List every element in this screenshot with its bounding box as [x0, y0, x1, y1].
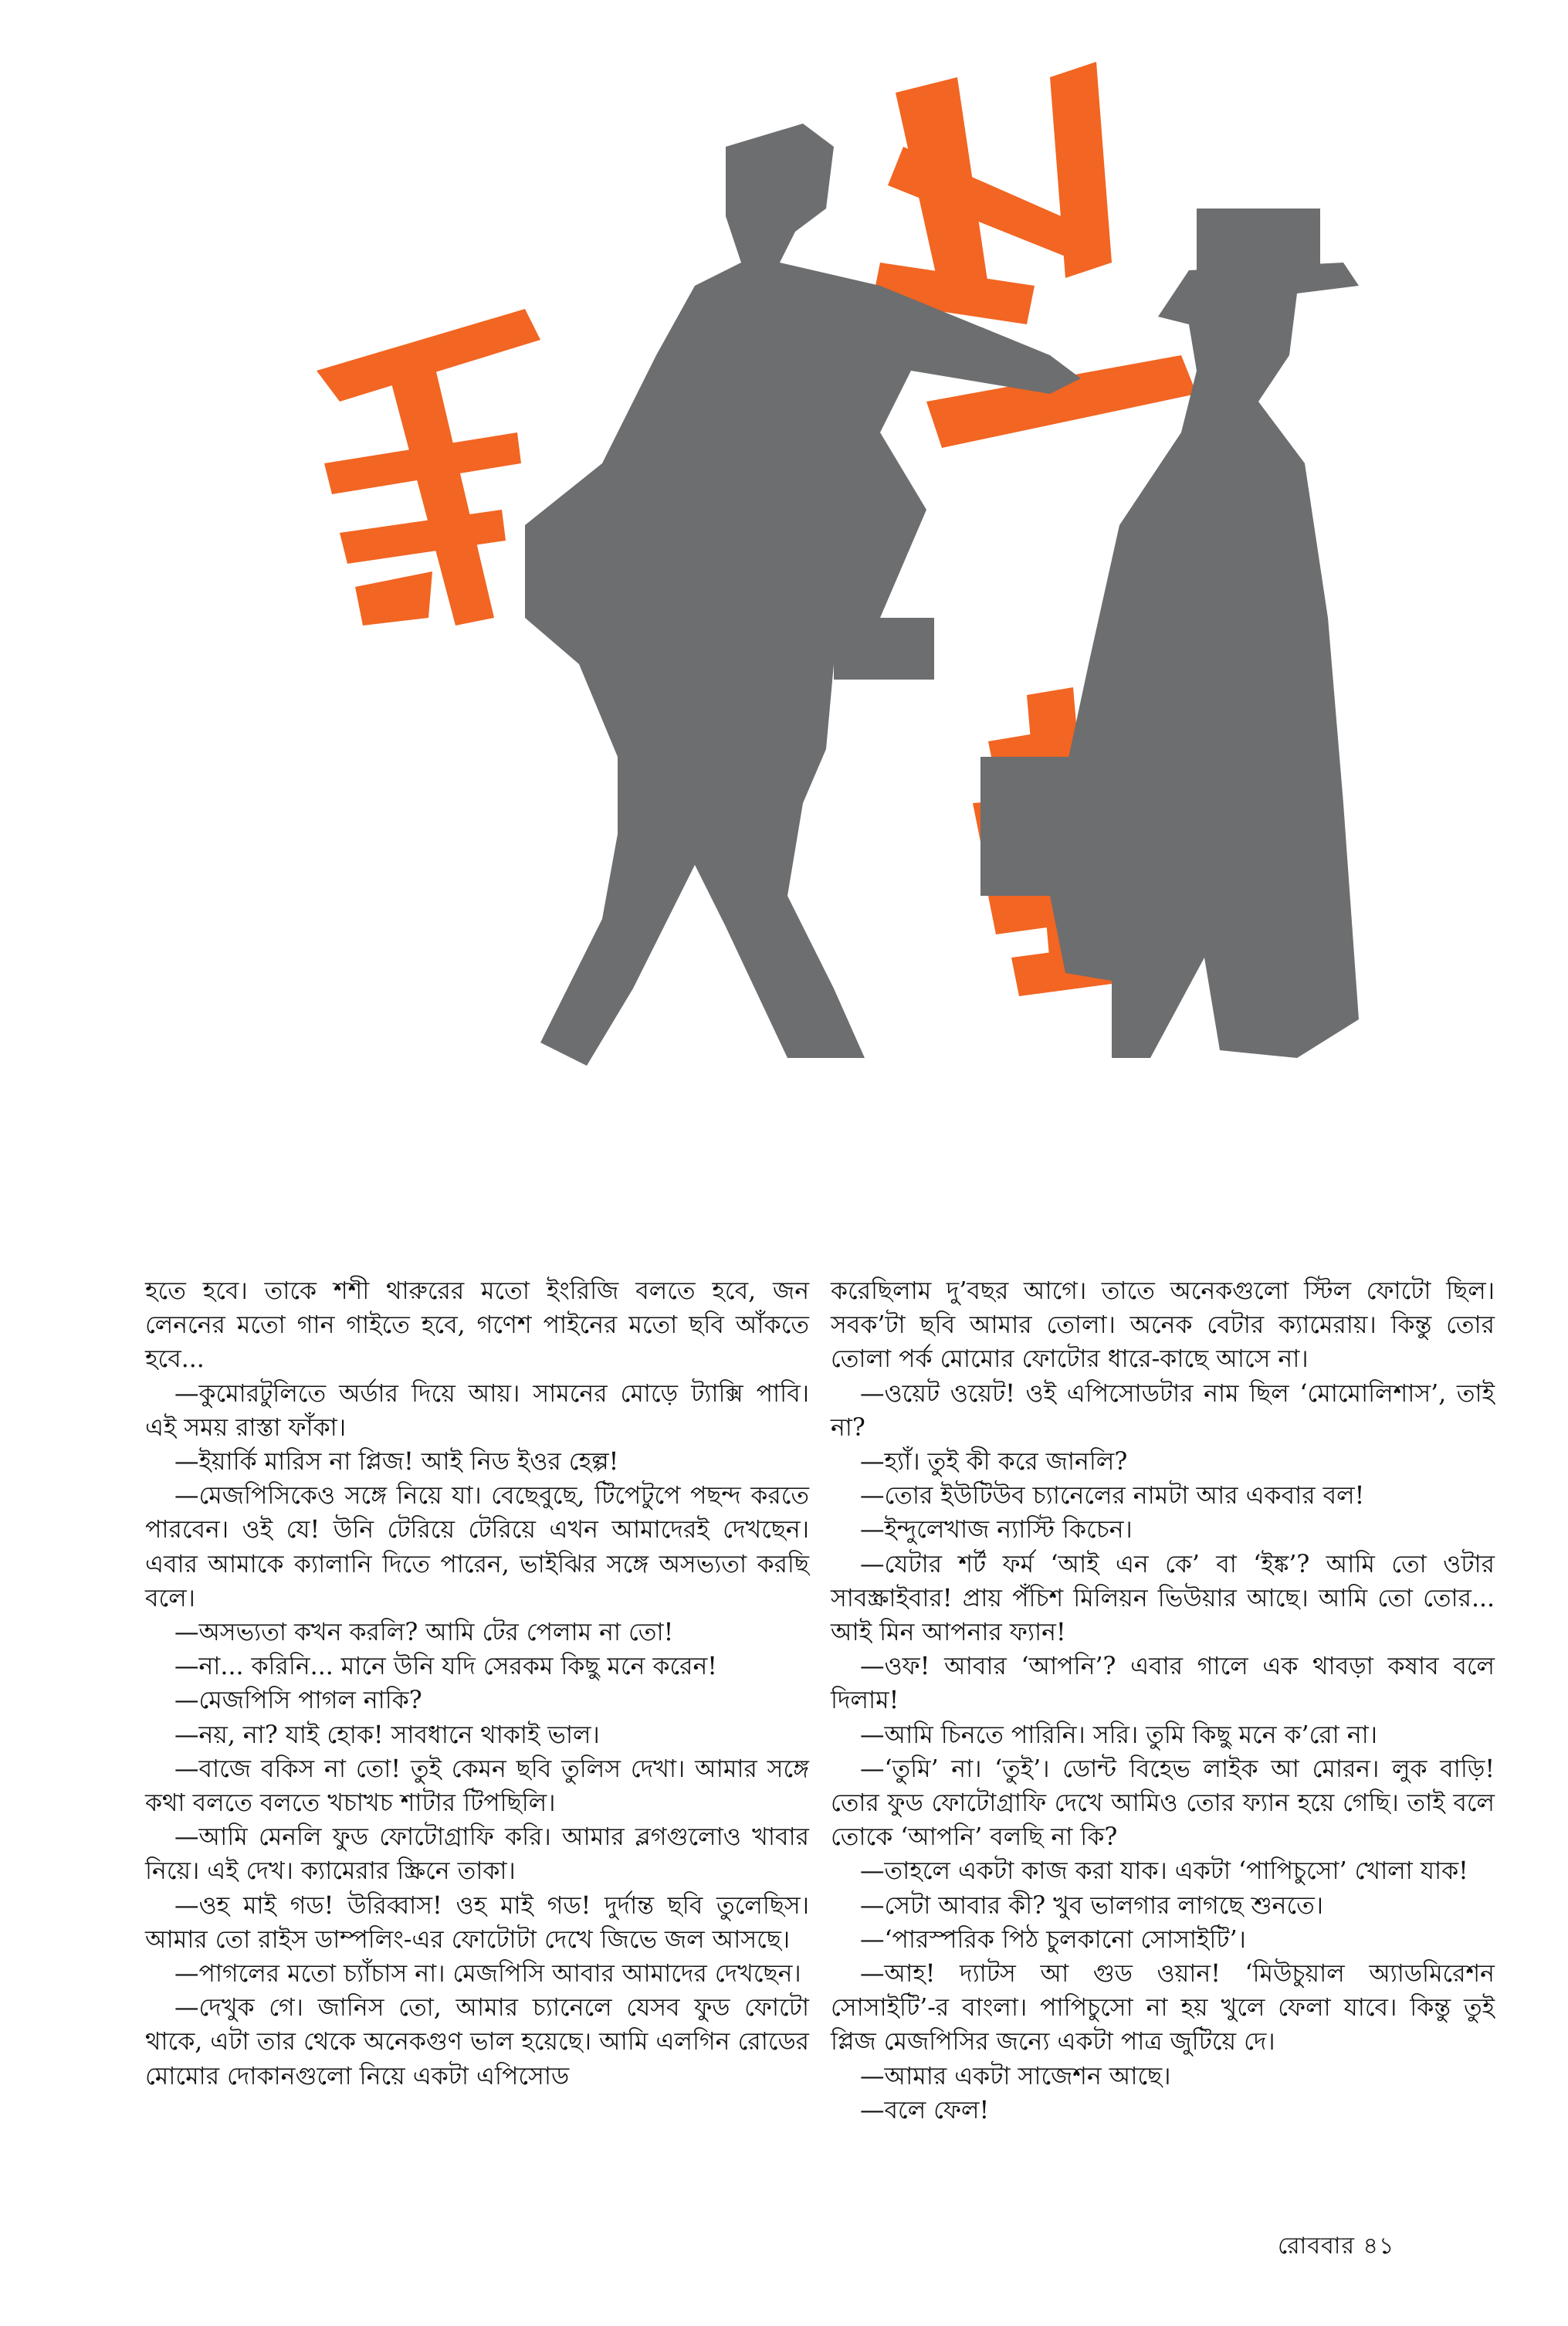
page-folio: রোববার ৪১ [1278, 2233, 1395, 2260]
box-shape [980, 757, 1135, 896]
paragraph: —ওফ! আবার ‘আপনি’? এবার গালে এক থাবড়া কষাব বলে দিলাম! [831, 1653, 1495, 1715]
paragraph: —‘পারস্পরিক পিঠ চুলকানো সোসাইটি’। [860, 1925, 1246, 1954]
paragraph: —মেজপিসিকেও সঙ্গে নিয়ে যা। বেছেবুছে, টিপেটুপে পছন্দ করতে পারবেন। ওই যে! উনি টেরিয়ে টেরিয়ে এখন আমাদেরই দেখছেন। এবার আমাকে ক্যালানি দিতে পারেন, ভাইঝির সঙ্গে অসভ্যতা করছি বলে। [145, 1482, 809, 1612]
paragraph: —বলে ফেল! [860, 2096, 990, 2124]
text-column-right [831, 1274, 1495, 2128]
paragraph: —সেটা আবার কী? খুব ভালগার লাগছে শুনতে। [860, 1891, 1324, 1920]
paragraph: —যেটার শর্ট ফর্ম ‘আই এন কে’ বা ‘ইঙ্ক’? আমি তো ওটার সাবস্ক্রাইবার! প্রায় পঁচিশ মিলিয়ন ভিউয়ার আছে। আমি তো তোর... আই মিন আপনার ফ্যান! [831, 1550, 1495, 1647]
paragraph: —আমি চিনতে পারিনি। সরি। তুমি কিছু মনে ক’রো না। [860, 1721, 1378, 1749]
paragraph: হতে হবে। তাকে শশী থারুরের মতো ইংরিজি বলতে হবে, জন লেননের মতো গান গাইতে হবে, গণেশ পাইনের মতো ছবি আঁকতে হবে... [145, 1277, 809, 1374]
text-column-left [145, 1274, 809, 2094]
paragraph: —ইন্দুলেখাজ ন্যাস্টি কিচেন। [860, 1516, 1133, 1544]
paragraph: —মেজপিসি পাগল নাকি? [174, 1687, 422, 1715]
paragraph: —পাগলের মতো চ্যাঁচাস না। মেজপিসি আবার আমাদের দেখছেন। [174, 1960, 801, 1989]
paragraph: —না... করিনি... মানে উনি যদি সেরকম কিছু মনে করেন! [174, 1653, 717, 1681]
paragraph: —ওয়েট ওয়েট! ওই এপিসোডটার নাম ছিল ‘মোমোলিশাস’, তাই না? [831, 1379, 1495, 1442]
paragraph: —দেখুক গে। জানিস তো, আমার চ্যানেলে যেসব ফুড ফোটো থাকে, এটা তার থেকে অনেকগুণ ভাল হয়েছে। আমি এলগিন রোডের মোমোর দোকানগুলো নিয়ে একটা এপিসোড [145, 1994, 809, 2090]
camera-shape [834, 618, 934, 680]
paragraph: —আমার একটা সাজেশন আছে। [860, 2062, 1171, 2090]
illustration [293, 31, 1413, 1205]
paragraph: —ইয়ার্কি মারিস না প্লিজ! আই নিড ইওর হেল্প! [174, 1448, 619, 1477]
paragraph: —কুমোরটুলিতে অর্ডার দিয়ে আয়। সামনের মোড়ে ট্যাক্সি পাবি। এই সময় রাস্তা ফাঁকা। [145, 1379, 809, 1442]
paragraph: —অসভ্যতা কখন করলি? আমি টের পেলাম না তো! [174, 1619, 674, 1647]
paragraph: করেছিলাম দু’বছর আগে। তাতে অনেকগুলো স্টিল ফোটো ছিল। সবক’টা ছবি আমার তোলা। অনেক বেটার ক্যামেরায়। কিন্তু তোর তোলা পর্ক মোমোর ফোটোর ধারে-কাছে আসে না। [831, 1277, 1495, 1374]
paragraph: —আহ! দ্যাটস আ গুড ওয়ান! ‘মিউচুয়াল অ্যাডমিরেশন সোসাইটি’-র বাংলা। পাপিচুসো না হয় খুলে ফেলা যাবে। কিন্তু তুই প্লিজ মেজপিসির জন্যে একটা পাত্র জুটিয়ে দে। [831, 1960, 1495, 2056]
paragraph: —‘তুমি’ না। ‘তুই’। ডোন্ট বিহেভ লাইক আ মোরন। লুক বাড়ি! তোর ফুড ফোটোগ্রাফি দেখে আমিও তোর ফ্যান হয়ে গেছি। তাই বলে তোকে ‘আপনি’ বলছি না কি? [831, 1755, 1495, 1852]
orange-brush-stroke [355, 571, 432, 626]
paragraph: —হ্যাঁ। তুই কী করে জানলি? [860, 1448, 1128, 1477]
paragraph: —ওহ মাই গড! উরিব্বাস! ওহ মাই গড! দুর্দান্ত ছবি তুলেছিস। আমার তো রাইস ডাম্পলিং-এর ফোটোটা দেখে জিভে জল আসছে। [145, 1891, 809, 1954]
paragraph: —নয়, না? যাই হোক! সাবধানে থাকাই ভাল। [174, 1721, 600, 1749]
top-hat-shape [1197, 209, 1320, 278]
orange-brush-stroke [340, 510, 506, 564]
paragraph: —তাহলে একটা কাজ করা যাক। একটা ‘পাপিচুসো’ খোলা যাক! [860, 1857, 1468, 1886]
paragraph: —তোর ইউটিউব চ্যানেলের নামটা আর একবার বল! [860, 1482, 1365, 1511]
paragraph: —বাজে বকিস না তো! তুই কেমন ছবি তুলিস দেখা। আমার সঙ্গে কথা বলতে বলতে খচাখচ শাটার টিপছিলি। [145, 1755, 809, 1818]
paragraph: —আমি মেনলি ফুড ফোটোগ্রাফি করি। আমার ব্লগগুলোও খাবার নিয়ে। এই দেখ। ক্যামেরার স্ক্রিনে তাকা। [145, 1823, 809, 1886]
